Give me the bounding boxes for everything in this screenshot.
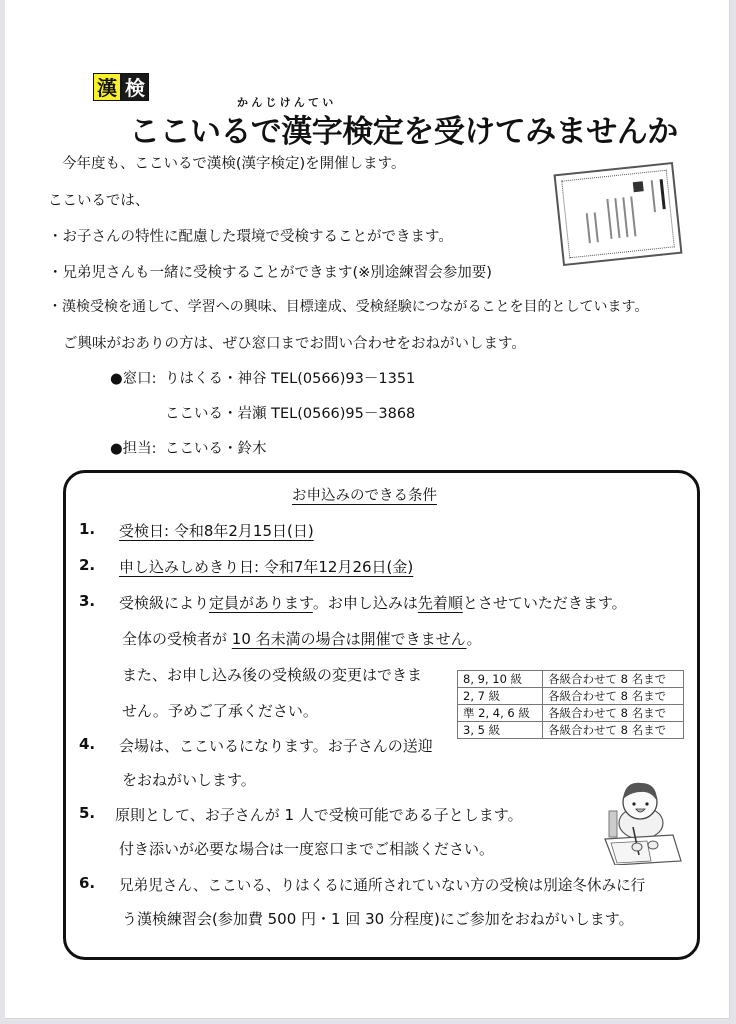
- intro-line: ご興味がおありの方は、ぜひ窓口までお問い合わせをおねがいします。: [63, 336, 526, 352]
- condition-number: 4.: [79, 735, 96, 753]
- condition-number: 6.: [79, 874, 96, 892]
- condition-capacity-line4: せん。予めご了承ください。: [122, 702, 318, 720]
- condition-number: 5.: [79, 804, 96, 822]
- table-row: [458, 705, 684, 722]
- text-segment: 。: [466, 630, 482, 648]
- table-row: [458, 671, 684, 688]
- child-studying-icon: [595, 775, 685, 865]
- kanken-badge: [93, 73, 149, 101]
- intro-bullet: ・お子さんの特性に配慮した環境で受検することができます。: [48, 229, 453, 245]
- intro-bullet: ・漢検受検を通して、学習への興味、目標達成、受検経験につながることを目的としています。: [48, 299, 649, 315]
- grade-cell: 3, 5 級: [458, 722, 543, 739]
- grade-cell: 2, 7 級: [458, 688, 543, 705]
- condition-number: 3.: [79, 592, 96, 610]
- title-ruby: かんじけんてい: [237, 96, 337, 109]
- text-segment-underlined: 定員があります: [209, 594, 313, 612]
- condition-deadline: 申し込みしめきり日: 令和7年12月26日(金): [119, 558, 414, 576]
- contact-staff: ここいる・鈴木: [165, 441, 267, 457]
- condition-number: 2.: [79, 556, 96, 574]
- condition-number: 1.: [79, 520, 96, 538]
- table-row: [458, 688, 684, 705]
- badge-ken: 検: [121, 73, 149, 101]
- quota-cell: 各級合わせて 8 名まで: [543, 671, 684, 688]
- condition-exam-date: 受検日: 令和8年2月15日(日): [119, 522, 314, 540]
- condition-venue-line2: をおねがいします。: [122, 771, 256, 789]
- contact-staff-label: ●担当:: [110, 441, 157, 457]
- quota-cell: 各級合わせて 8 名まで: [543, 688, 684, 705]
- condition-capacity-line3: また、お申し込み後の受検級の変更はできま: [122, 666, 423, 684]
- text-segment: 全体の受検者が: [122, 630, 232, 648]
- text-segment: 。お申し込みは: [312, 594, 418, 612]
- quota-cell: 各級合わせて 8 名まで: [543, 722, 684, 739]
- condition-siblings-line1: 兄弟児さん、ここいる、りはくるに通所されていない方の受検は別途冬休みに行: [119, 877, 646, 894]
- condition-siblings-line2: う漢検練習会(参加費 500 円・1 回 30 分程度)にご参加をおねがいします。: [122, 910, 634, 928]
- text-segment: とさせていただきます。: [462, 594, 627, 612]
- table-row: [458, 722, 684, 739]
- contact-window-label: ●窓口:: [110, 371, 157, 387]
- text-segment-underlined: 10 名未満の場合は開催できません: [231, 630, 467, 648]
- condition-capacity-line2: [122, 628, 482, 649]
- badge-kan: 漢: [93, 73, 121, 101]
- intro-line: ここいるでは、: [48, 193, 150, 209]
- conditions-title: お申込みのできる条件: [292, 488, 437, 504]
- condition-alone-line2: 付き添いが必要な場合は一度窓口までご相談ください。: [119, 840, 495, 858]
- document-page: [5, 0, 730, 1019]
- condition-capacity-line1: [119, 592, 627, 613]
- grades-table: [457, 670, 684, 739]
- condition-alone-line1: 原則として、お子さんが 1 人で受検可能である子とします。: [115, 806, 523, 824]
- contact-window-1: りはくる・神谷 TEL(0566)93－1351: [165, 371, 416, 387]
- grade-cell: 準 2, 4, 6 級: [458, 705, 543, 722]
- intro-bullet: ・兄弟児さんも一緒に受検することができます(※別途練習会参加要): [48, 265, 492, 281]
- condition-venue-line1: 会場は、ここいるになります。お子さんの送迎: [119, 737, 433, 755]
- quota-cell: 各級合わせて 8 名まで: [543, 705, 684, 722]
- contact-window-2: ここいる・岩瀬 TEL(0566)95－3868: [165, 406, 416, 422]
- page-title: ここいるで漢字検定を受けてみませんか: [129, 114, 678, 150]
- text-segment: 受検級により: [119, 594, 210, 612]
- intro-line: 今年度も、ここいるで漢検(漢字検定)を開催します。: [62, 156, 406, 172]
- text-segment-underlined: 先着順: [417, 594, 463, 612]
- grade-cell: 8, 9, 10 級: [458, 671, 543, 688]
- certificate-icon: [554, 162, 683, 266]
